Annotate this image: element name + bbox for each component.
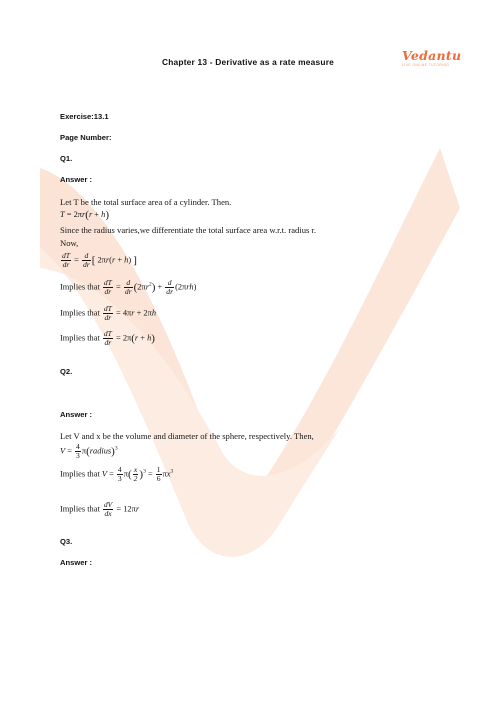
- chapter-title: Chapter 13 - Derivative as a rate measure: [161, 57, 335, 67]
- q1-implies3: Implies that: [60, 333, 100, 343]
- q1-label: Q1.: [60, 154, 73, 163]
- q3-answer-label: Answer :: [60, 558, 93, 567]
- q1-derivative-step2: Implies that $\frac{dT}{dr}$ = $\frac{d}{dr}$ $(2\pi r^2)$ + $\frac{d}{dr}$ (2πrh): [60, 278, 197, 296]
- vedantu-logo: [402, 48, 462, 67]
- q2-answer-label: Answer :: [60, 410, 93, 419]
- q2-volume-in-diameter: Implies that V = $\frac{4}{3}$ π( $\frac{x}{2}$ )$^3$ = $\frac{1}{6}$ $\pi x^3$: [60, 465, 174, 483]
- q2-implies2: Implies that: [60, 504, 100, 514]
- q1-answer-label: Answer :: [60, 175, 93, 184]
- logo-text: Vedantu: [402, 48, 462, 63]
- q1-now: Now,: [60, 238, 79, 248]
- q1-implies2: Implies that: [60, 308, 100, 318]
- exercise-label: Exercise:13.1: [60, 112, 109, 121]
- q1-derivative-step3: Implies that $\frac{dT}{dr}$ = 4πr + 2πh: [60, 304, 157, 322]
- q2-implies1: Implies that: [60, 469, 100, 479]
- q1-implies1: Implies that: [60, 282, 100, 292]
- page-number-label: Page Number:: [60, 133, 112, 142]
- q1-line2: Since the radius varies,we differentiate the total surface area w.r.t. radius r.: [60, 225, 317, 235]
- q1-derivative-step4: Implies that $\frac{dT}{dr}$ = 2π(r + h): [60, 329, 155, 347]
- q2-derivative: Implies that $\frac{dV}{dx}$ = 12πr: [60, 500, 140, 518]
- q3-label: Q3.: [60, 537, 73, 546]
- q2-formula-volume: V = $\frac{4}{3}$ π(radius)$^3$: [60, 442, 118, 460]
- q1-line1: Let T be the total surface area of a cylinder. Then.: [60, 197, 232, 207]
- logo-tagline: LIVE ONLINE TUTORING: [402, 63, 450, 67]
- q2-line1: Let V and x be the volume and diameter of the sphere, respectively. Then,: [60, 431, 314, 441]
- q1-formula-surface-area: T = 2πr(r + h): [60, 209, 109, 221]
- q1-derivative-step1: $\frac{dT}{dr}$ = $\frac{d}{dr}$ [ 2πr(r + h) ]: [62, 251, 137, 269]
- q2-label: Q2.: [60, 367, 73, 376]
